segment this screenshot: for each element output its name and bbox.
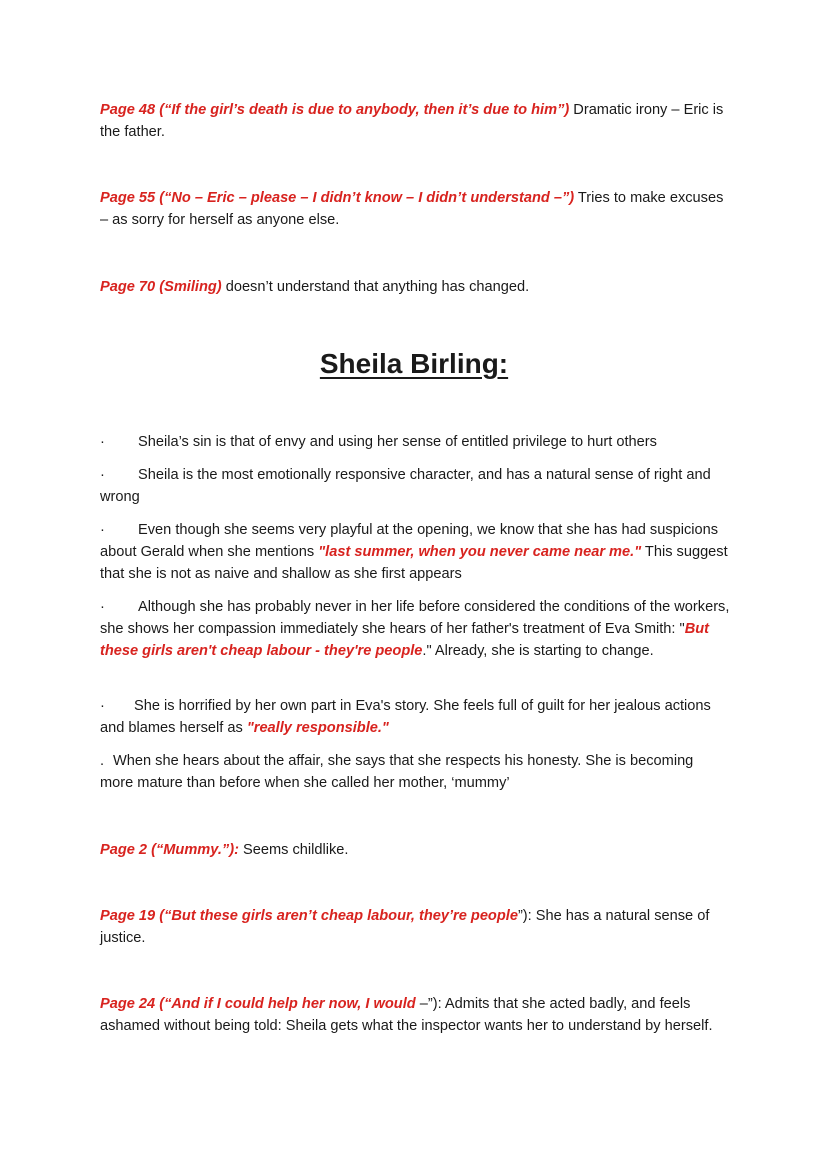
bullet-envy bbox=[100, 431, 730, 453]
bullet-responsive bbox=[100, 464, 730, 508]
page-reference: Page 2 (“Mummy.”): bbox=[100, 842, 239, 858]
note-text: Seems childlike. bbox=[238, 842, 349, 858]
bullet-marker: . bbox=[100, 753, 105, 769]
note-page-70 bbox=[100, 276, 730, 298]
bullet-compassion bbox=[100, 596, 730, 662]
note-page-2 bbox=[100, 839, 730, 861]
bullet-mature bbox=[100, 750, 730, 794]
bullet-text: Sheila’s sin is that of envy and using her sense of entitled privilege to hurt others bbox=[138, 434, 657, 450]
quote: "really responsible." bbox=[246, 720, 389, 736]
note-text: Dramatic irony – Eric is the father. bbox=[100, 102, 724, 140]
page-reference: Page 24 (“And if I could help her now, I would bbox=[100, 996, 416, 1012]
note-page-19 bbox=[100, 905, 730, 949]
note-page-55 bbox=[100, 187, 730, 231]
bullet-marker: · bbox=[100, 522, 105, 538]
bullet-playful bbox=[100, 519, 730, 585]
bullet-text: Sheila is the most emotionally responsive character, and has a natural sense of right and wrong bbox=[100, 467, 711, 505]
bullet-horrified bbox=[100, 695, 730, 739]
note-text: –”): Admits that she acted badly, and feels ashamed without being told: Sheila gets what the inspector wants her to understand by herself. bbox=[100, 996, 713, 1034]
bullet-marker: · bbox=[100, 434, 105, 450]
page-reference: Page 19 (“But these girls aren’t cheap labour, they’re people bbox=[100, 908, 518, 924]
page-reference: Page 55 (“No – Eric – please – I didn’t know – I didn’t understand –”) bbox=[100, 190, 575, 206]
quote: "last summer, when you never came near me." bbox=[318, 544, 642, 560]
note-text: ”): She has a natural sense of justice. bbox=[100, 908, 710, 946]
note-text: doesn’t understand that anything has changed. bbox=[221, 279, 530, 295]
bullet-text: ." Already, she is starting to change. bbox=[422, 643, 654, 659]
bullet-text: Even though she seems very playful at the opening, we know that she has had suspicions about Gerald when she mentions bbox=[100, 522, 719, 560]
note-text: Tries to make excuses – as sorry for herself as anyone else. bbox=[100, 190, 724, 228]
page-reference: Page 48 (“If the girl’s death is due to anybody, then it’s due to him”) bbox=[100, 102, 570, 118]
bullet-text: Although she has probably never in her life before considered the conditions of the workers, she shows her compassion immediately she hears of her father's treatment of Eva Smith: " bbox=[100, 599, 730, 637]
bullet-text: When she hears about the affair, she says that she respects his honesty. She is becoming more mature than before when she called her mother, ‘mummy’ bbox=[100, 753, 694, 791]
page-reference: Page 70 (Smiling) bbox=[100, 279, 222, 295]
quote: But these girls aren't cheap labour - they're people bbox=[100, 621, 710, 659]
bullet-marker: · bbox=[100, 599, 105, 615]
section-heading: Sheila Birling: bbox=[319, 348, 509, 379]
bullet-text: This suggest that she is not as naive and shallow as she first appears bbox=[100, 544, 728, 582]
bullet-marker: · bbox=[100, 467, 105, 483]
bullet-text: She is horrified by her own part in Eva's story. She feels full of guilt for her jealous actions and blames herself as bbox=[100, 698, 711, 736]
note-page-48 bbox=[100, 99, 730, 143]
bullet-marker: · bbox=[100, 698, 105, 714]
note-page-24 bbox=[100, 993, 730, 1037]
